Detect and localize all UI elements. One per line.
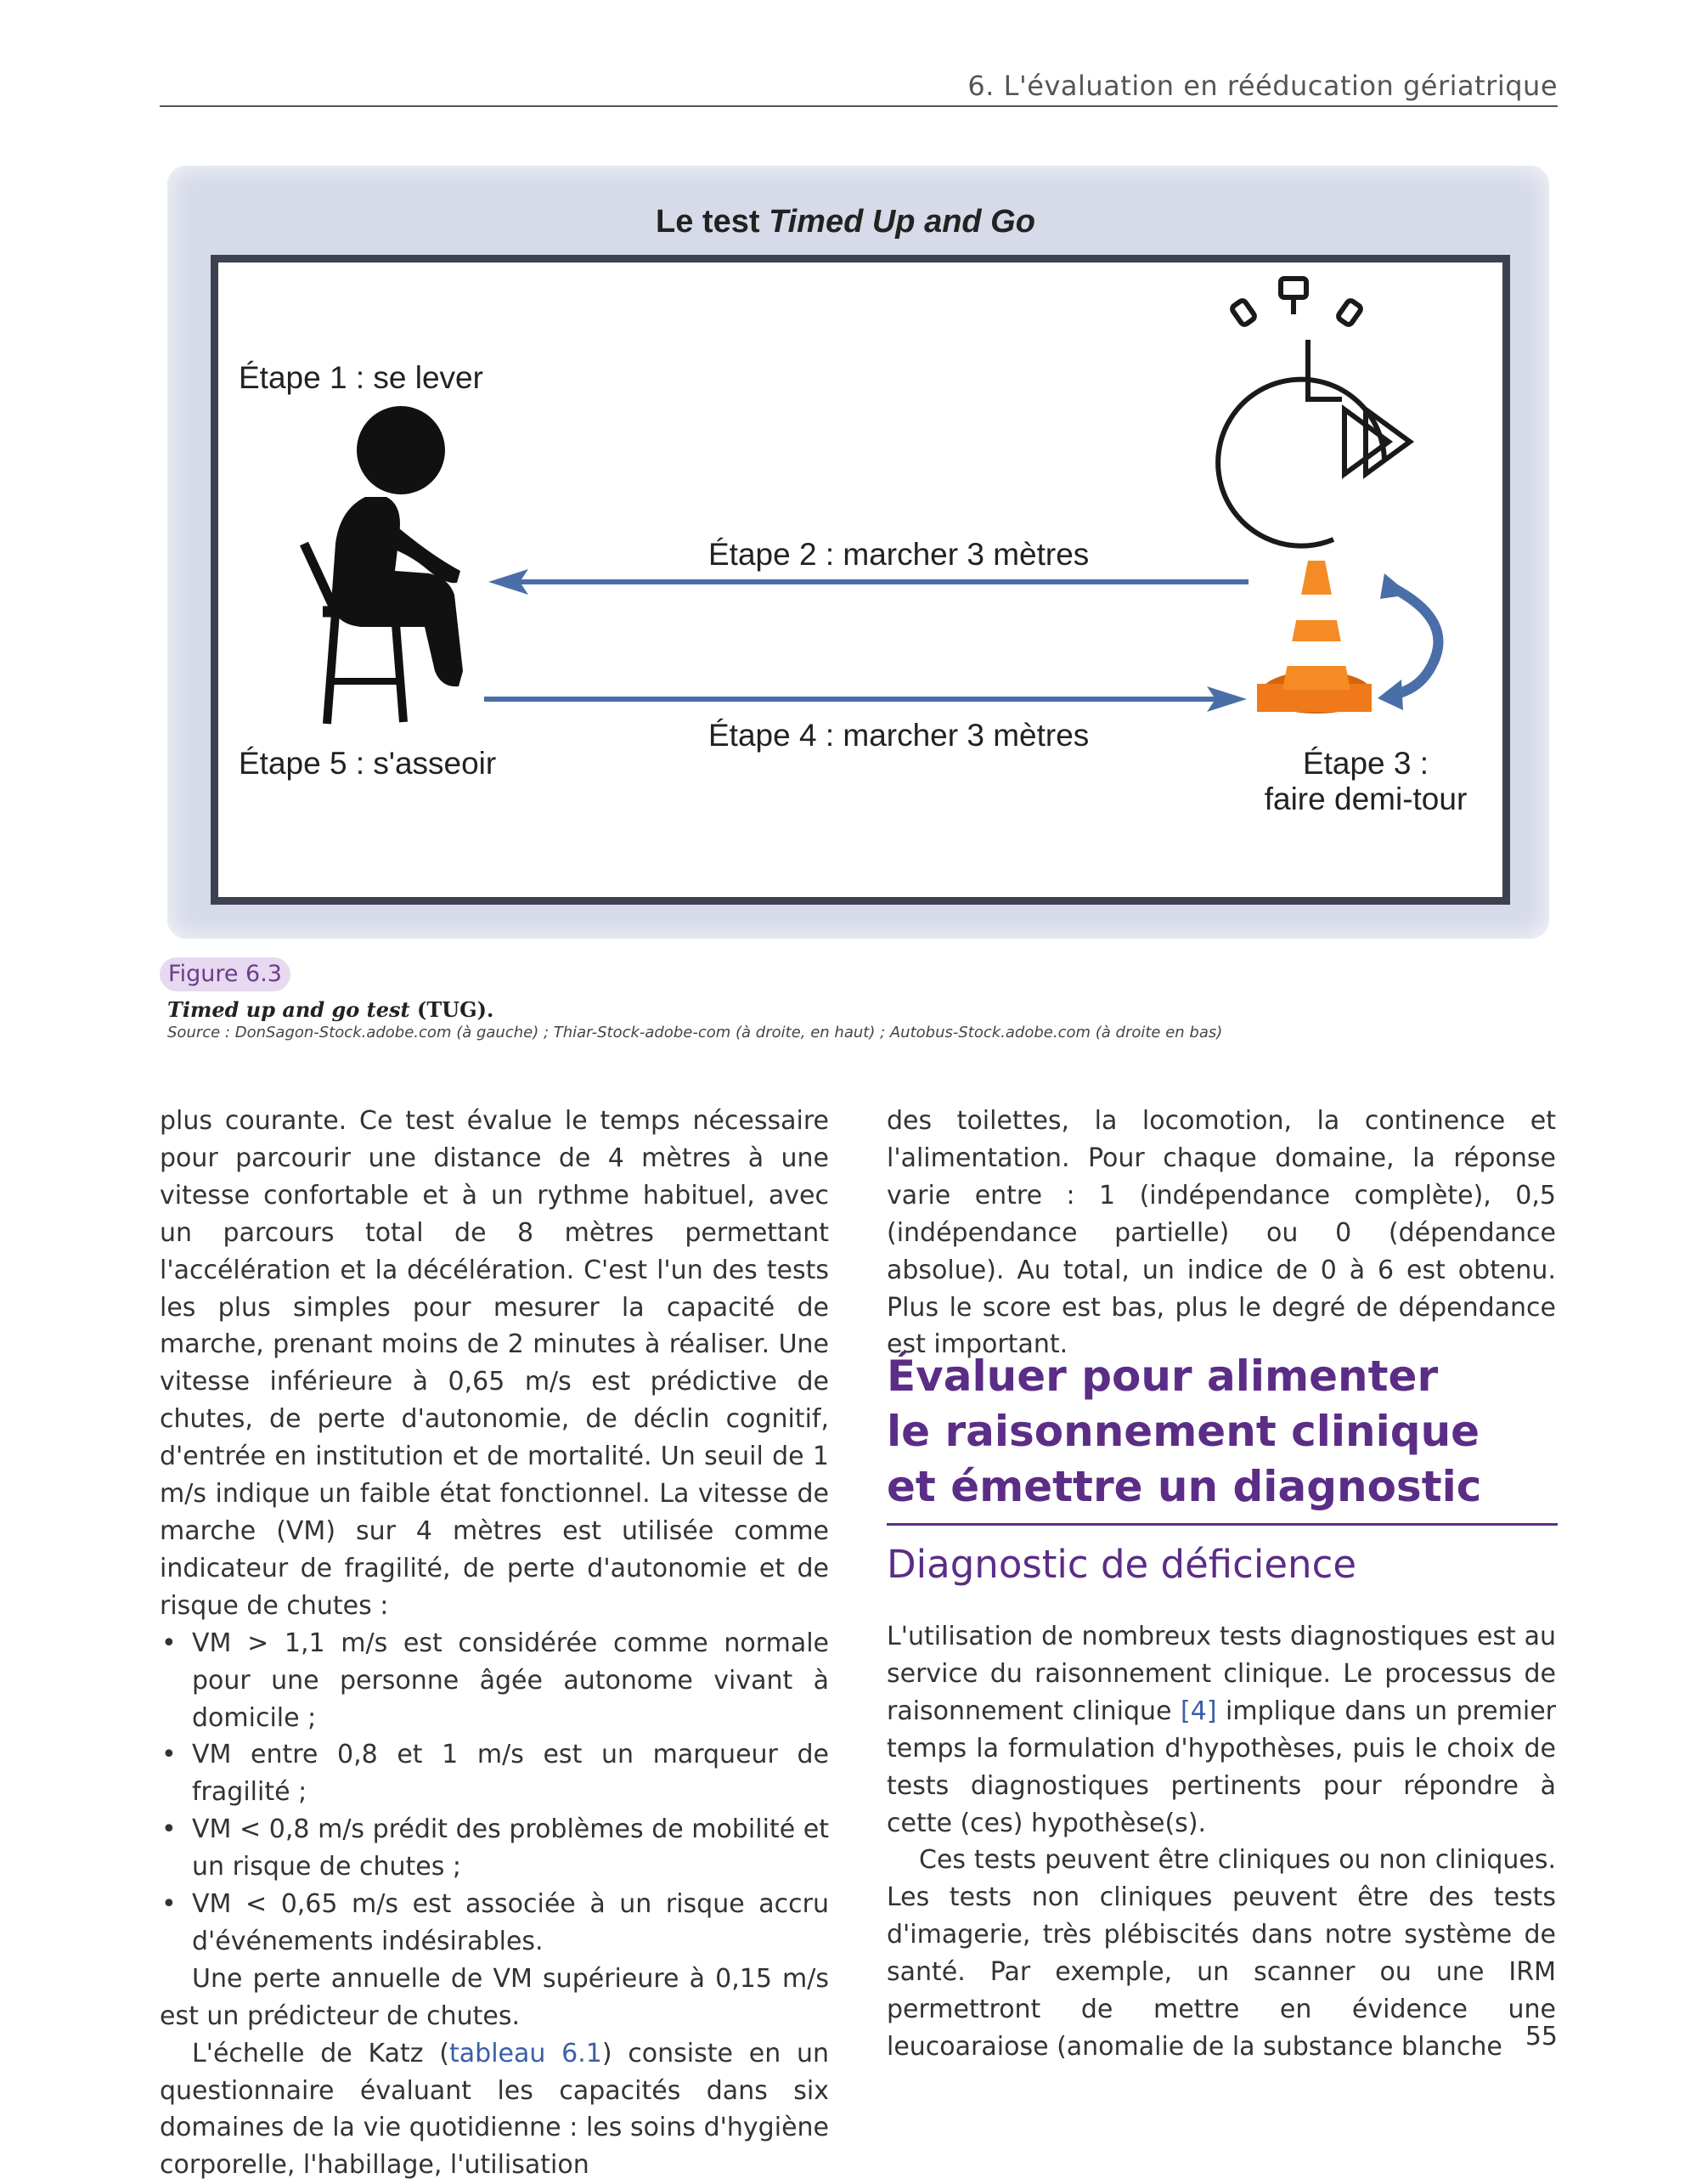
paragraph: plus courante. Ce test évalue le temps nécessaire pour parcourir une distance de 4 mètres à une vitesse confortable et à un rythme habituel, avec un parcours total de 8 mètres permettant l'accélération et la décélération. C'est l'un des tests les plus simples pour mesurer la capacité de marche, prenant moins de 2 minutes à réaliser. Une vitesse inférieure à 0,65 m/s est prédictive de chutes, de perte d'autonomie, de déclin cognitif, d'entrée en institution et de mortalité. Un seuil de 1 m/s indique un faible état fonctionnel. La vitesse de marche (VM) sur 4 mètres est utilisée comme indicateur de fragilité, de perte d'autonomie et de risque de chutes : bbox=[160, 1106, 829, 1621]
paragraph: Ces tests peuvent être cliniques ou non cliniques. Les tests non cliniques peuvent être des tests d'imagerie, très plébiscités dans notre système de santé. Par exemple, un scanner ou une IRM permettront de mettre en évidence une leucoaraiose (anomalie de la substance blanche bbox=[887, 1845, 1556, 2062]
caption-italic: Timed up and go test bbox=[167, 997, 410, 1022]
list-item: • VM < 0,8 m/s prédit des problèmes de mobilité et un risque de chutes ; bbox=[160, 1811, 829, 1886]
step-3-line-2: faire demi-tour bbox=[1264, 782, 1468, 816]
section-heading-line: le raisonnement clinique bbox=[887, 1407, 1480, 1456]
figure-title-italic: Timed Up and Go bbox=[769, 204, 1035, 240]
figure-title-prefix: Le test bbox=[656, 204, 769, 240]
traffic-cone-icon bbox=[1257, 561, 1372, 714]
page-number: 55 bbox=[1525, 2022, 1558, 2051]
paragraph-text: L'échelle de Katz ( bbox=[192, 2038, 450, 2068]
list-item: • VM entre 0,8 et 1 m/s est un marqueur de fragilité ; bbox=[160, 1736, 829, 1811]
figure-label: Figure 6.3 bbox=[160, 957, 290, 991]
paragraph-text: L'utilisation de nombreux tests diagnostiques est au service du raisonnement clinique. Le processus de raisonnement clinique bbox=[887, 1622, 1556, 1726]
seated-person-icon bbox=[304, 406, 463, 724]
paragraph bbox=[160, 2035, 829, 2184]
subsection-heading: Diagnostic de déficience bbox=[887, 1542, 1357, 1587]
right-column-bottom bbox=[887, 1618, 1556, 2066]
step-3-line-1: Étape 3 : bbox=[1302, 746, 1429, 781]
turn-around-icon bbox=[1378, 573, 1438, 710]
caption-rest: (TUG). bbox=[409, 997, 494, 1022]
list-item: • VM < 0,65 m/s est associée à un risque accru d'événements indésirables. bbox=[160, 1886, 829, 1961]
paragraph: des toilettes, la locomotion, la continence et l'alimentation. Pour chaque domaine, la réponse varie entre : 1 (indépendance complète), 0,5 (indépendance partielle) ou 0 (dépendance absolue). Au total, un indice de 0 à 6 est obtenu. Plus le score est bas, plus le degré de dépendance est important. bbox=[887, 1106, 1556, 1360]
list-item: • VM > 1,1 m/s est considérée comme normale pour une personne âgée autonome vivant à domicile ; bbox=[160, 1625, 829, 1737]
running-title: 6. L'évaluation en rééducation gériatrique bbox=[967, 70, 1558, 102]
section-heading-line: et émettre un diagnostic bbox=[887, 1462, 1482, 1511]
step-5-label: Étape 5 : s'asseoir bbox=[239, 746, 497, 781]
right-column-top bbox=[887, 1103, 1556, 1363]
left-column bbox=[160, 1103, 829, 2184]
section-heading-line: Évaluer pour alimenter bbox=[887, 1352, 1439, 1401]
paragraph-text: ) consiste en un questionnaire évaluant les capacités dans six domaines de la vie quotidienne : les soins d'hygiène corporelle, l'habillage, l'utilisation bbox=[160, 2038, 829, 2181]
section-heading bbox=[887, 1349, 1558, 1526]
paragraph: Une perte annuelle de VM supérieure à 0,15 m/s est un prédicteur de chutes. bbox=[160, 1963, 829, 2031]
figure-source: Source : DonSagon-Stock.adobe.com (à gauche) ; Thiar-Stock-adobe-com (à droite, en haut) ; Autobus-Stock.adobe.com (à droite en bas) bbox=[167, 1024, 1223, 1041]
table-reference-link[interactable]: tableau 6.1 bbox=[449, 2038, 602, 2068]
citation-link[interactable]: [4] bbox=[1181, 1696, 1217, 1726]
step-1-label: Étape 1 : se lever bbox=[239, 360, 483, 395]
step-2-label: Étape 2 : marcher 3 mètres bbox=[708, 537, 1090, 572]
stopwatch-icon bbox=[1218, 279, 1410, 546]
step-3-label bbox=[1255, 746, 1476, 817]
paragraph bbox=[887, 1618, 1556, 1842]
step-4-label: Étape 4 : marcher 3 mètres bbox=[708, 718, 1090, 753]
paragraph-text: implique dans un premier temps la formulation d'hypothèses, puis le choix de tests diagnostiques pertinents pour répondre à cette (ces) hypothèse(s). bbox=[887, 1696, 1556, 1838]
figure-caption bbox=[167, 997, 493, 1022]
arrow-right-icon bbox=[484, 686, 1247, 712]
arrow-left-icon bbox=[488, 569, 1249, 595]
bullet-list bbox=[160, 1625, 829, 1961]
